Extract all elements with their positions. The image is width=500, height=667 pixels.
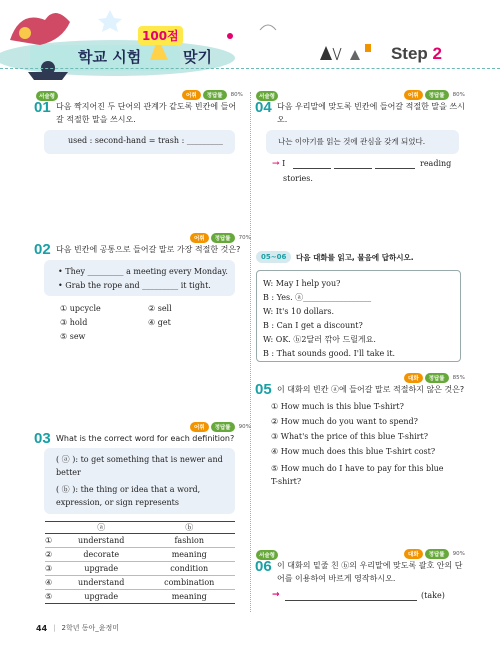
q6-tags: 대화 정답률 90%: [404, 549, 467, 559]
page-footer: 44 | 2학년 동아_윤정미: [36, 623, 120, 633]
dialog-line-4: B : Can I get a discount?: [263, 321, 363, 330]
dialog-instruction: 다음 대화를 읽고, 물음에 답하시오.: [296, 253, 414, 262]
q5-option-5[interactable]: ⑤ How much do I have to pay for this blue T-shirt?: [271, 464, 444, 486]
q1-tags: 어휘 정답률 80%: [182, 90, 245, 100]
dialog-line-6: B : That sounds good. I'll take it.: [263, 349, 396, 358]
q6-hint: (take): [421, 591, 445, 600]
banner-title: 학교 시험: [78, 48, 142, 66]
banner-subtitle: 맞기: [183, 48, 212, 66]
q3-definition-b: ( ⓑ ): the thing or idea that a word, expression, or sign represents: [56, 485, 201, 507]
q3-answer-table: [45, 521, 235, 604]
q3-question: What is the correct word for each definition?: [56, 434, 235, 443]
q1-number: 01: [34, 99, 51, 116]
q6-type-tag: 서술형: [256, 550, 278, 560]
table-row[interactable]: ③ upgrade condition: [45, 562, 235, 576]
q3-number: 03: [34, 430, 51, 447]
table-row[interactable]: ④ understand combination: [45, 576, 235, 590]
header-dashed-line: [0, 68, 500, 69]
table-row[interactable]: ② decorate meaning: [45, 548, 235, 562]
dialog-line-5: W: OK. ⓑ2달러 깎아 드릴게요.: [263, 335, 376, 344]
q6-arrow: →: [272, 590, 280, 600]
q4-blank-2[interactable]: [334, 168, 372, 169]
step-label: Step 2: [390, 44, 442, 63]
q4-question: 다음 우리말에 맞도록 빈칸에 들어갈 적절한 말을 쓰시오.: [277, 102, 465, 124]
q5-option-3[interactable]: ③ What's the price of this blue T-shirt?: [271, 432, 428, 441]
q6-answer-line[interactable]: [285, 600, 417, 601]
q4-type-tag: 서술형: [256, 91, 278, 101]
q1-type-tag: 서술형: [36, 91, 58, 101]
table-row[interactable]: ① understand fashion: [45, 534, 235, 548]
q4-tags: 어휘 정답률 80%: [404, 90, 467, 100]
dialog-box: [256, 270, 461, 362]
book-title: 2학년 동아_윤정미: [61, 624, 120, 632]
table-row[interactable]: ⑤ upgrade meaning: [45, 590, 235, 604]
q4-blank-1[interactable]: [293, 168, 331, 169]
q6-question: 이 대화의 밑줄 친 ⓑ의 우리말에 맞도록 괄호 안의 단어를 이용하여 바르게 영작하시오.: [277, 561, 463, 583]
q5-question: 이 대화의 빈칸 ⓐ에 들어갈 말로 적절하지 않은 것은?: [277, 385, 465, 394]
q4-answer-start: → I: [272, 159, 286, 169]
q2-sentence-1: • They _________ a meeting every Monday.: [58, 267, 228, 276]
q3-definition-a: ( ⓐ ): to get something that is newer and better: [56, 455, 223, 477]
q4-korean-box: 나는 이야기를 읽는 것에 관심을 갖게 되었다.: [266, 130, 459, 154]
q4-blank-3[interactable]: [375, 168, 415, 169]
q2-option-2[interactable]: ② sell: [148, 304, 172, 313]
q2-tags: 어휘 정답률 70%: [190, 233, 253, 243]
q3-definitions: [44, 448, 235, 514]
q2-sentence-2: • Grab the rope and _________ it tight.: [58, 281, 211, 290]
q5-option-2[interactable]: ② How much do you want to spend?: [271, 417, 418, 426]
q5-number: 05: [255, 381, 272, 398]
q1-box: used : second-hand = trash : _________: [44, 130, 235, 154]
column-divider: [250, 92, 251, 612]
q3-tags: 어휘 정답률 90%: [190, 422, 253, 432]
dialog-line-3: W: It's 10 dollars.: [263, 307, 335, 316]
q4-stories: stories.: [283, 174, 313, 183]
q4-number: 04: [255, 99, 272, 116]
q3-col-b: ⓑ: [143, 522, 235, 534]
q1-question: 다음 짝지어진 두 단어의 관계가 같도록 빈칸에 들어갈 적절한 말을 쓰시오.: [56, 102, 237, 124]
page-number: 44: [36, 623, 48, 633]
q5-tags: 대화 정답률 85%: [404, 373, 467, 383]
q2-option-1[interactable]: ① upcycle: [60, 304, 101, 313]
banner-100-badge: 100점: [138, 26, 183, 45]
q2-option-3[interactable]: ③ hold: [60, 318, 88, 327]
q2-option-4[interactable]: ④ get: [148, 318, 171, 327]
q6-number: 06: [255, 558, 272, 575]
q5-option-1[interactable]: ① How much is this blue T-shirt?: [271, 402, 404, 411]
q2-option-5[interactable]: ⑤ sew: [60, 332, 86, 341]
q2-question: 다음 빈칸에 공통으로 들어갈 말로 가장 적절한 것은?: [56, 245, 241, 254]
dialog-line-1: W: May I help you?: [263, 279, 341, 288]
q2-number: 02: [34, 241, 51, 258]
dialog-line-2: B : Yes. ⓐ_________________: [263, 293, 372, 302]
q4-reading: reading: [420, 159, 452, 168]
q3-col-a: ⓐ: [59, 522, 143, 534]
dialog-range-tag: 05~06: [256, 251, 291, 263]
q5-option-4[interactable]: ④ How much does this blue T-shirt cost?: [271, 447, 436, 456]
q2-box: [44, 260, 235, 296]
